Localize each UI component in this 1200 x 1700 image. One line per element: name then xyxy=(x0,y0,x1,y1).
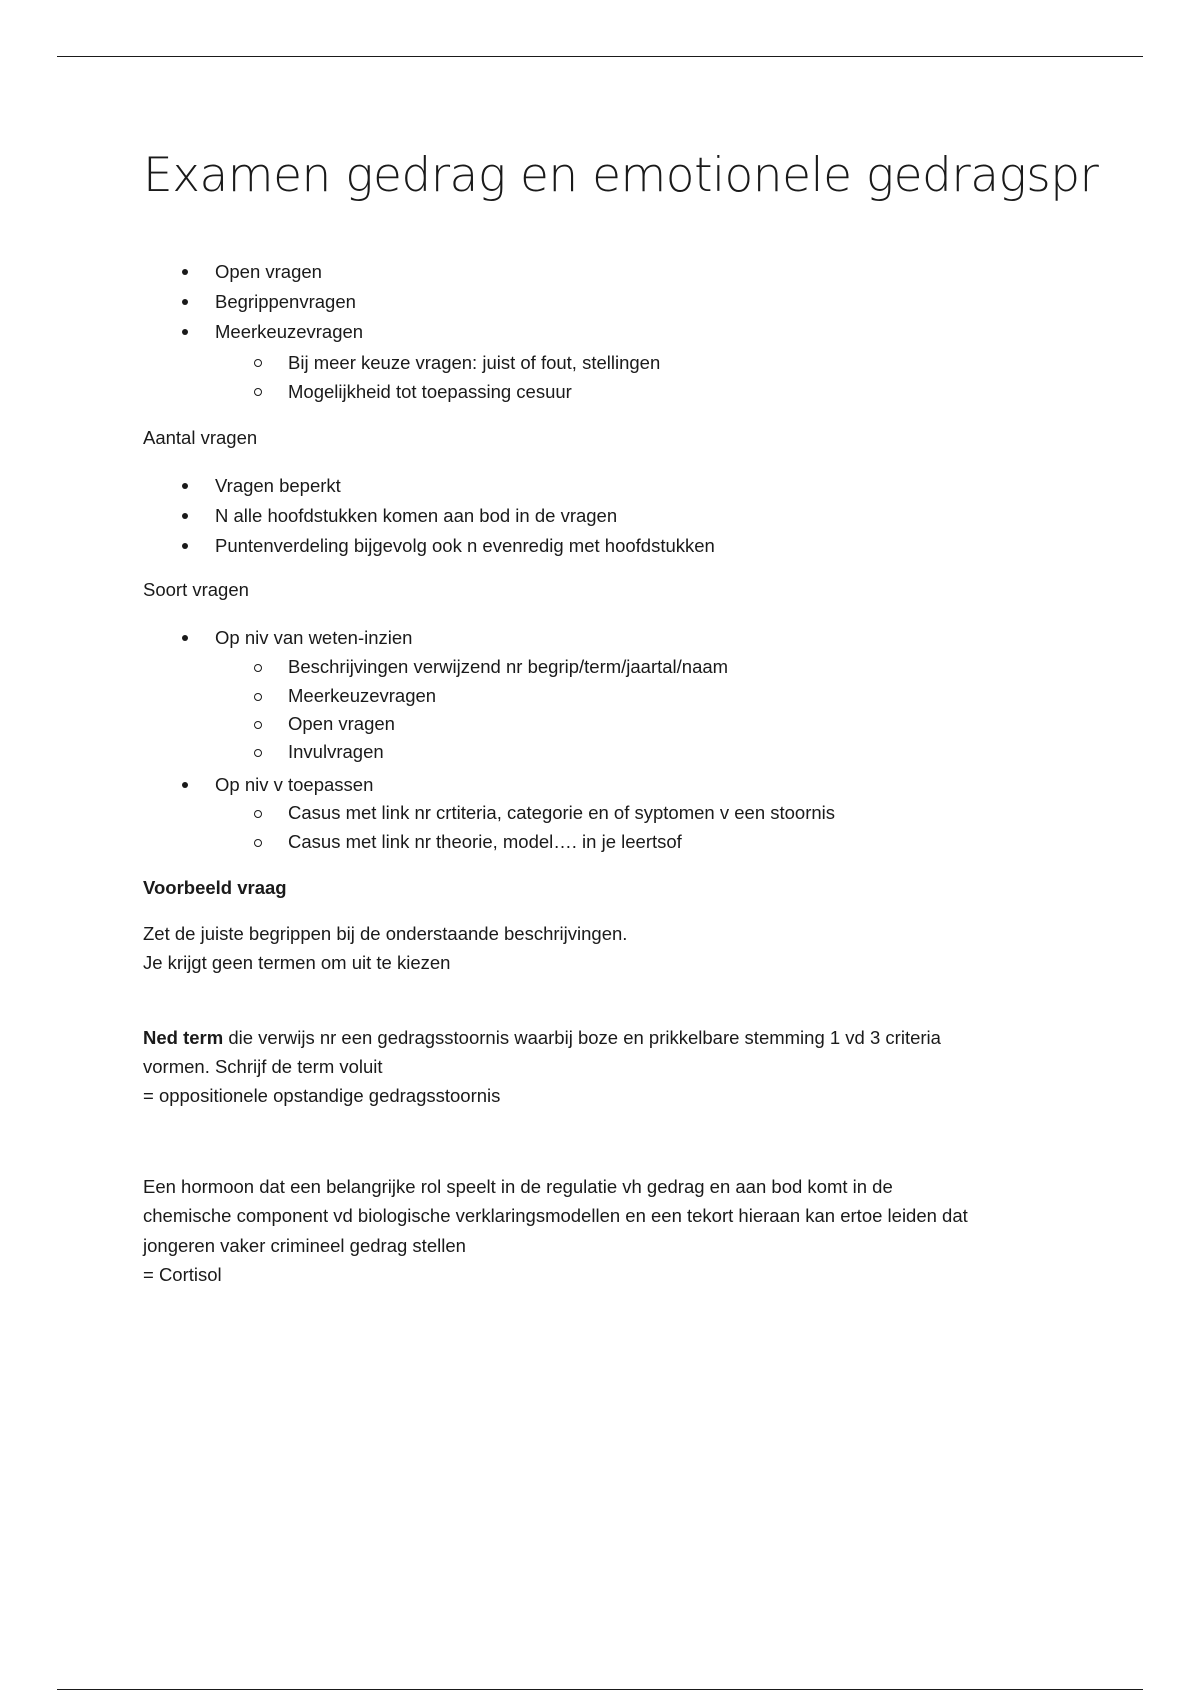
sub-list-item: Meerkeuzevragen xyxy=(288,685,437,706)
list-item: Vragen beperkt xyxy=(215,475,341,496)
bullet-icon xyxy=(182,299,188,305)
sub-list-item: Invulvragen xyxy=(288,741,384,762)
question-line: chemische component vd biologische verklaringsmodellen en een tekort hieraan kan ertoe leiden dat xyxy=(143,1205,968,1226)
bullet-icon xyxy=(182,329,188,335)
sub-list-item: Open vragen xyxy=(288,713,395,734)
sub-list-item: Bij meer keuze vragen: juist of fout, stellingen xyxy=(288,352,661,373)
sub-bullet-icon xyxy=(254,839,262,847)
question-text: die verwijs nr een gedragsstoornis waarbij boze en prikkelbare stemming 1 vd 3 criteria xyxy=(223,1027,941,1048)
question-line: jongeren vaker crimineel gedrag stellen xyxy=(143,1235,466,1256)
list-item: Meerkeuzevragen xyxy=(215,321,364,342)
page-title: Examen gedrag en emotionele gedragspr xyxy=(143,148,1099,203)
answer-line: = oppositionele opstandige gedragsstoornis xyxy=(143,1085,501,1106)
list-item: Puntenverdeling bijgevolg ook n evenredig met hoofdstukken xyxy=(215,535,715,556)
bullet-icon xyxy=(182,513,188,519)
sub-list-item: Beschrijvingen verwijzend nr begrip/term/jaartal/naam xyxy=(288,656,729,677)
sub-bullet-icon xyxy=(254,721,262,729)
list-item: Open vragen xyxy=(215,261,322,282)
sub-bullet-icon xyxy=(254,388,262,396)
header-rule xyxy=(57,56,1143,57)
sub-bullet-icon xyxy=(254,749,262,757)
section-heading: Soort vragen xyxy=(143,579,249,600)
question-term-lead: Ned term xyxy=(143,1027,224,1048)
list-item: Op niv van weten-inzien xyxy=(215,627,413,648)
bullet-icon xyxy=(182,483,188,489)
sub-bullet-icon xyxy=(254,693,262,701)
sub-list-item: Casus met link nr theorie, model…. in je leertsof xyxy=(288,831,682,852)
instruction-line: Zet de juiste begrippen bij de onderstaande beschrijvingen. xyxy=(143,923,628,944)
sub-list-item: Mogelijkheid tot toepassing cesuur xyxy=(288,381,572,402)
bullet-icon xyxy=(182,543,188,549)
sub-bullet-icon xyxy=(254,664,262,672)
answer-line: = Cortisol xyxy=(143,1264,222,1285)
bullet-icon xyxy=(182,635,188,641)
sub-bullet-icon xyxy=(254,810,262,818)
section-heading: Aantal vragen xyxy=(143,427,258,448)
list-item: N alle hoofdstukken komen aan bod in de vragen xyxy=(215,505,618,526)
sub-bullet-icon xyxy=(254,359,262,367)
question-line: Een hormoon dat een belangrijke rol speelt in de regulatie vh gedrag en aan bod komt in de xyxy=(143,1176,893,1197)
sub-list-item: Casus met link nr crtiteria, categorie en of syptomen v een stoornis xyxy=(288,802,836,823)
section-heading: Voorbeeld vraag xyxy=(143,877,287,898)
bullet-icon xyxy=(182,269,188,275)
footer-rule xyxy=(57,1689,1143,1690)
question-line: vormen. Schrijf de term voluit xyxy=(143,1056,383,1077)
bullet-icon xyxy=(182,782,188,788)
instruction-line: Je krijgt geen termen om uit te kiezen xyxy=(143,952,451,973)
list-item: Begrippenvragen xyxy=(215,291,356,312)
question-line xyxy=(143,1026,941,1050)
list-item: Op niv v toepassen xyxy=(215,774,374,795)
